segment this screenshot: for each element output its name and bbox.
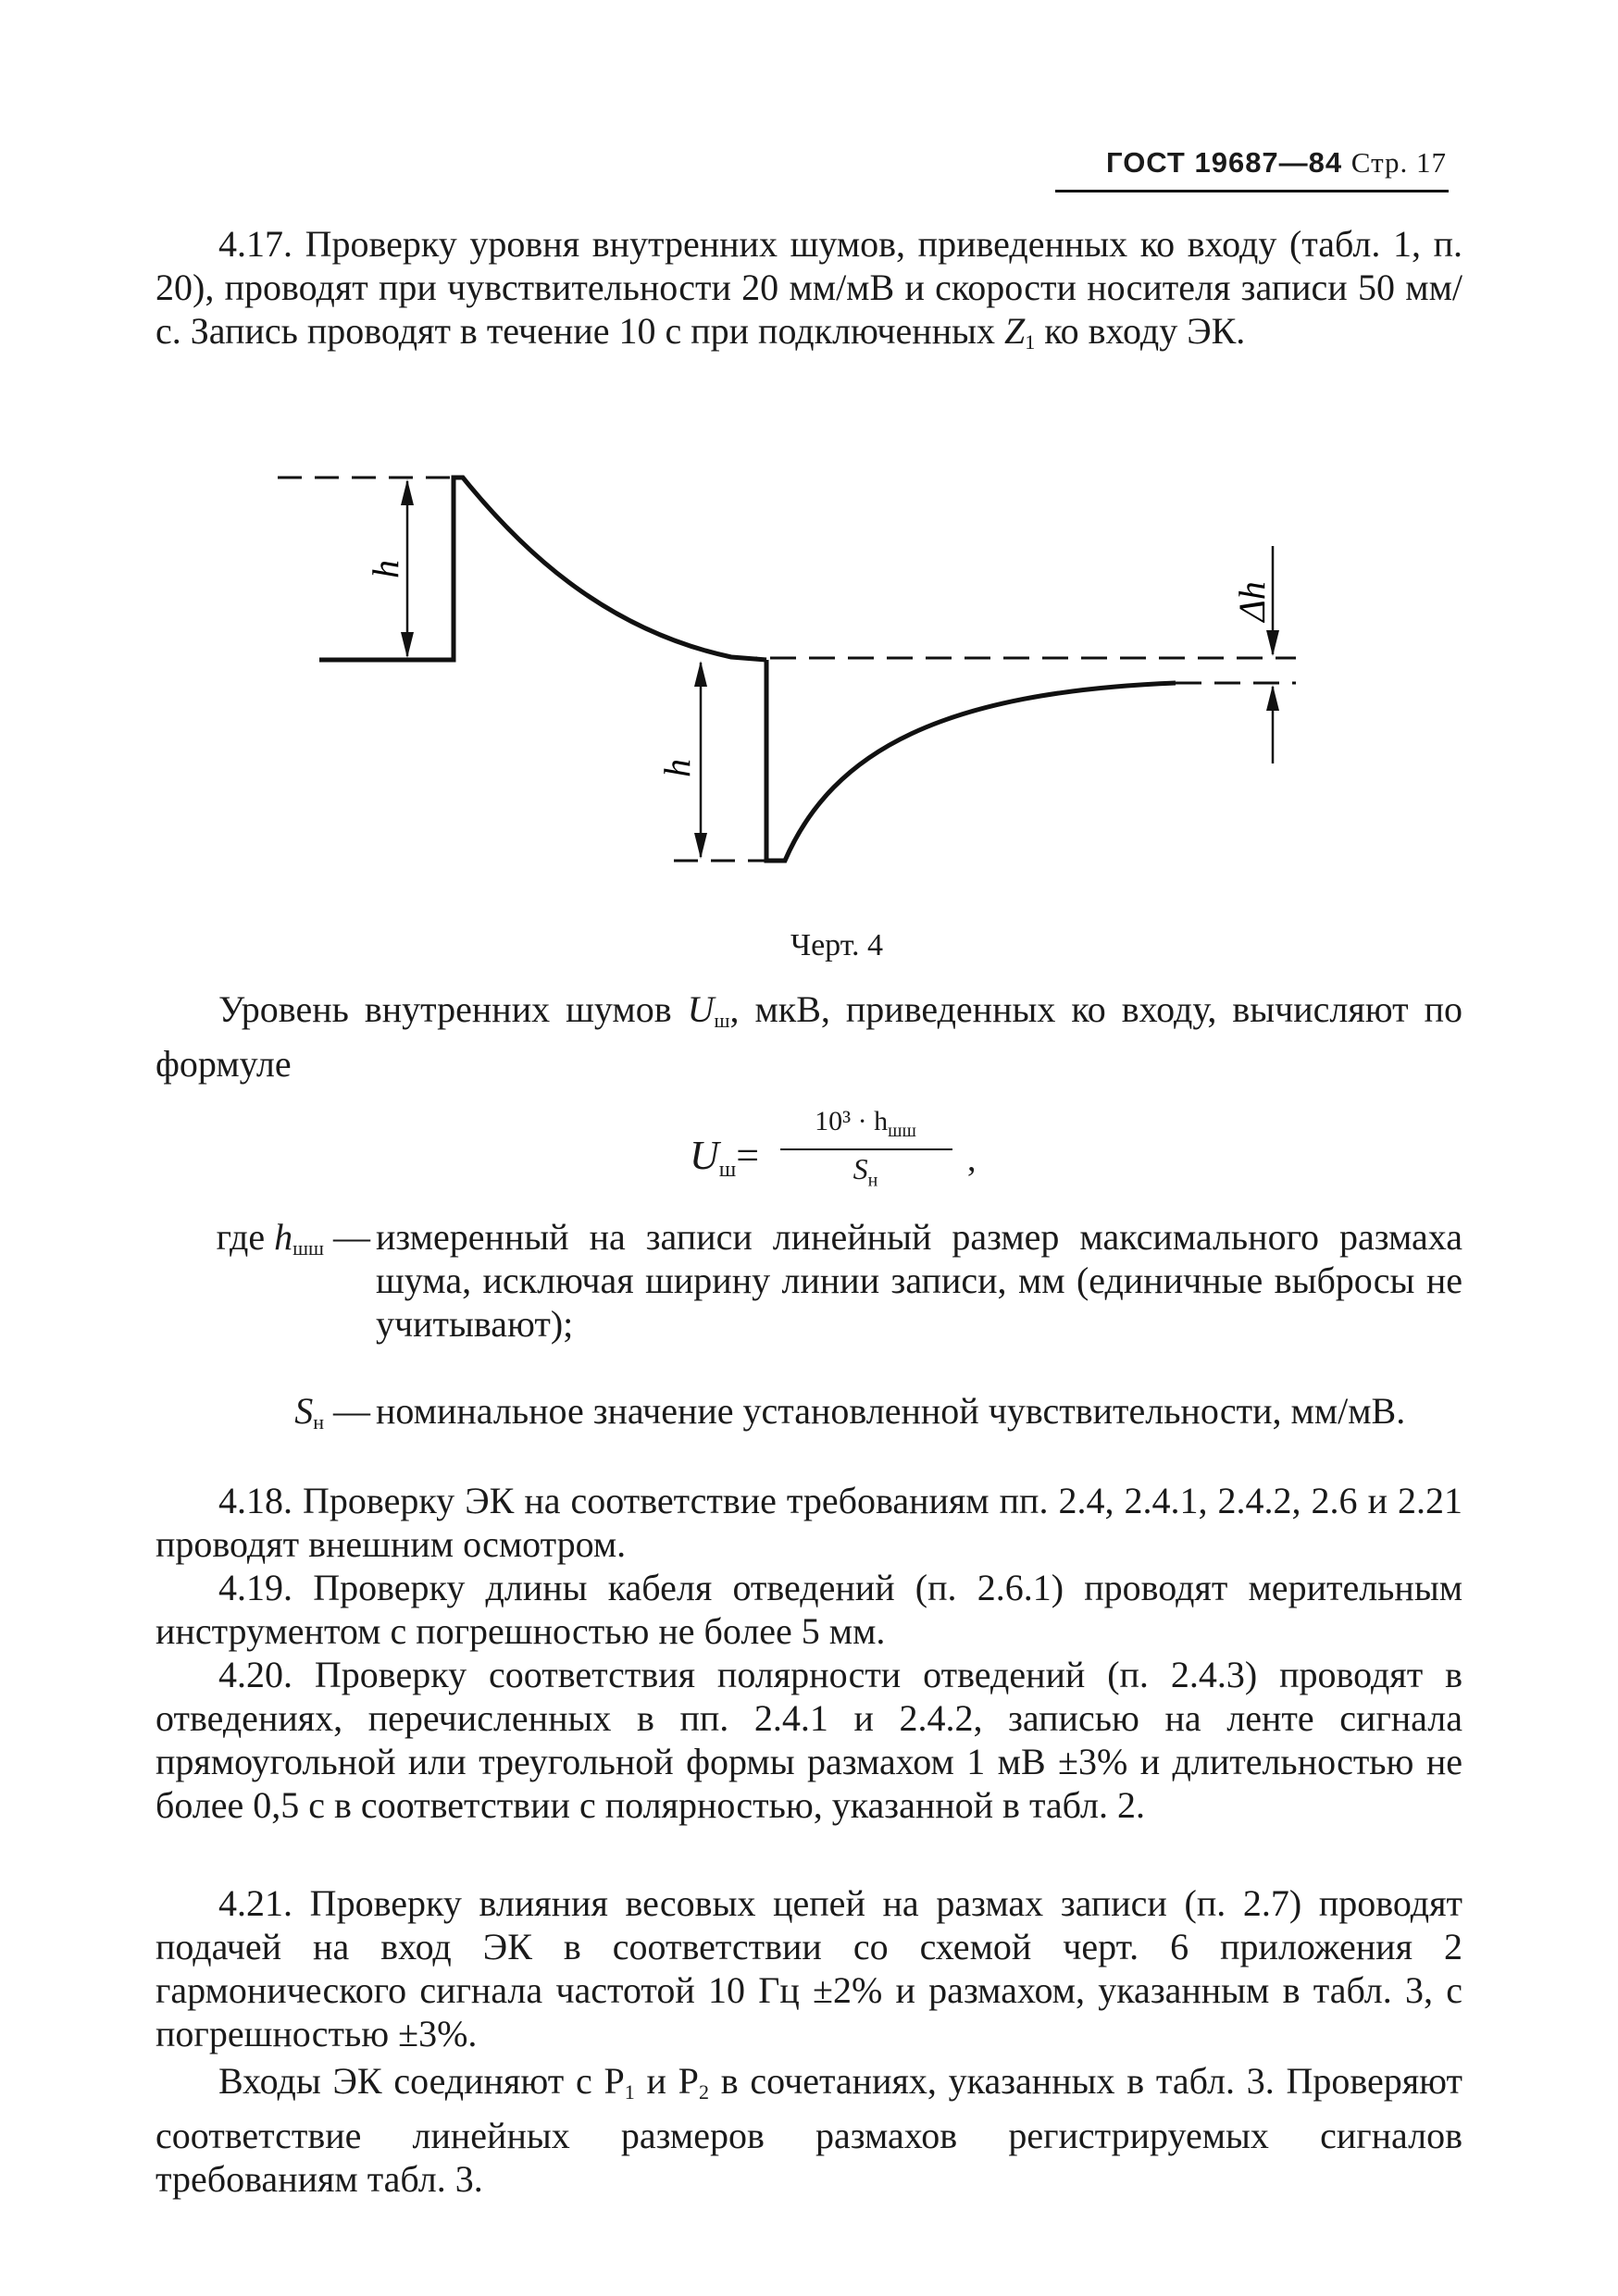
paragraph-noise-intro: Уровень внутренних шумов $U_ш$, мкВ, приведенных ко входу, вычисляют по формуле (156, 988, 1462, 1085)
paragraph-inputs: Входы ЭК соединяют с $Р_1$ и $Р_2$ в сочетаниях, указанных в табл. 3. Проверяют соответствие линейных размеров размахов регистрируемых сигналов требованиям табл. 3. (156, 2060, 1463, 2200)
legend-item-h: где $h_{шш}$ — измеренный на записи линейный размер максимального размаха шума, исключая ширину линии записи, мм (единичные выбросы не учитывают); (216, 1216, 1462, 1345)
legend-symbol-s: $S_н$ (294, 1390, 324, 1433)
header-rule (1055, 190, 1449, 192)
noise-formula (690, 1106, 1060, 1208)
legend-item-s: $S_н$ — номинальное значение установленной чувствительности, мм/мВ. (156, 1389, 1462, 1476)
formula-numerator: $10^3 \cdot h_{шш}$ (815, 1106, 916, 1141)
figure-caption: Черт. 4 (790, 928, 884, 962)
paragraph-4-17: 4.17. Проверку уровня внутренних шумов, приведенных ко входу (табл. 1, п. 20), проводят при чувствительности 20 мм/мВ и скорости носителя записи 50 мм/с. Запись проводят в течение 10 с при подключенных $Z_1$ ко входу ЭК. (156, 223, 1462, 354)
legend-description-s: номинальное значение установленной чувствительности, мм/мВ. (376, 1390, 1406, 1432)
arrow-down-h-top (401, 632, 414, 658)
signal-trace-second (766, 660, 1176, 861)
gost-number: ГОСТ 19687—84 (1106, 146, 1343, 179)
legend-description-h: измеренный на записи линейный размер максимального размаха шума, исключая ширину линии записи, мм (единичные выбросы не учитывают); (376, 1216, 1462, 1345)
arrow-up-h-bottom (694, 661, 707, 687)
formula-lhs: $U_ш=$ (690, 1133, 760, 1182)
page-header (1106, 146, 1447, 180)
arrow-up-delta-h (1266, 685, 1279, 711)
formula-fraction-bar (780, 1148, 952, 1150)
formula-legend (156, 1215, 1462, 1476)
arrow-up-h-top (401, 479, 414, 505)
legend-prefix: где (216, 1216, 266, 1258)
formula-denominator: $S_н$ (853, 1152, 878, 1191)
arrow-down-h-bottom (694, 833, 707, 859)
arrow-down-delta-h (1266, 630, 1279, 656)
label-h-bottom: h (656, 759, 698, 777)
figure-4-signal-diagram (0, 444, 1618, 888)
paragraph-4-19: 4.19. Проверку длины кабеля отведений (п. 2.6.1) проводят мерительным инструментом с погрешностью не более 5 мм. (156, 1567, 1462, 1652)
legend-symbol-h: $h_{шш}$ (274, 1216, 324, 1260)
label-h-top: h (365, 560, 406, 578)
formula-comma: , (967, 1140, 977, 1179)
paragraph-4-20: 4.20. Проверку соответствия полярности отведений (п. 2.4.3) проводят в отведениях, перечисленных в пп. 2.4.1 и 2.4.2, записью на ленте сигнала прямоугольной или треугольной формы размахом 1 мВ ±3% и длительностью не более 0,5 с в соответствии с полярностью, указанной в табл. 2. (156, 1654, 1462, 1826)
page-number: Стр. 17 (1350, 146, 1447, 179)
label-delta-h: Δh (1231, 581, 1273, 622)
paragraph-4-21: 4.21. Проверку влияния весовых цепей на размах записи (п. 2.7) проводят подачей на вход ЭК в соответствии со схемой черт. 6 приложения 2 гармонического сигнала частотой 10 Гц ±2% и размахом, указанным в табл. 3, с погрешностью ±3%. (156, 1882, 1462, 2054)
paragraph-4-18: 4.18. Проверку ЭК на соответствие требованиям пп. 2.4, 2.4.1, 2.4.2, 2.6 и 2.21 проводят внешним осмотром. (156, 1480, 1462, 1565)
